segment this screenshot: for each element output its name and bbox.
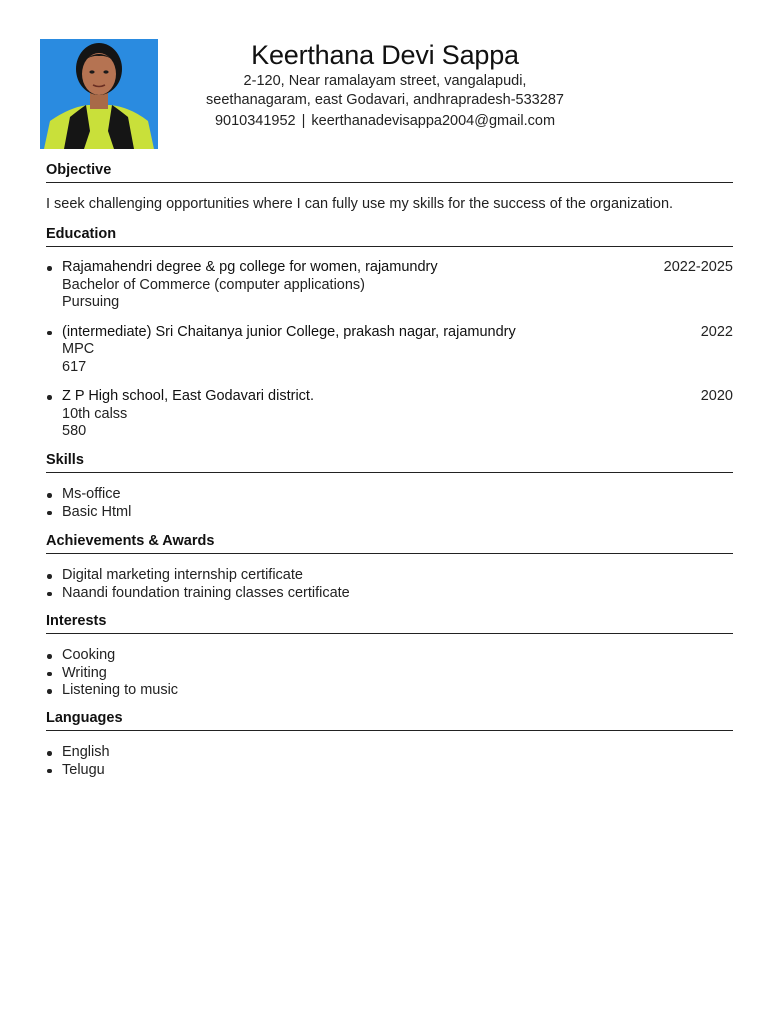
education-institution: Z P High school, East Godavari district. xyxy=(62,388,314,404)
education-status: Pursuing xyxy=(62,294,120,310)
section-title-achievements: Achievements & Awards xyxy=(46,532,733,554)
languages-list xyxy=(46,744,733,779)
education-detail: 10th calss xyxy=(62,405,128,422)
achievements-section xyxy=(46,532,733,602)
education-item xyxy=(46,259,733,312)
section-title-skills: Skills xyxy=(46,451,733,473)
objective-section xyxy=(46,161,733,214)
email-address: keerthanadevisappa2004@gmail.com xyxy=(311,113,556,129)
education-year: 2022 xyxy=(700,323,733,340)
education-item xyxy=(46,324,733,377)
language-item: Telugu xyxy=(46,762,733,780)
languages-section xyxy=(46,709,733,779)
portrait-image xyxy=(40,39,158,149)
section-title-languages: Languages xyxy=(46,709,733,731)
profile-photo xyxy=(40,39,158,149)
achievements-list xyxy=(46,567,733,602)
education-score: 617 xyxy=(62,358,87,375)
achievement-item: Naandi foundation training classes certificate xyxy=(46,585,733,603)
interests-list xyxy=(46,647,733,700)
interest-item: Cooking xyxy=(46,647,733,665)
interest-item: Listening to music xyxy=(46,682,733,700)
section-title-objective: Objective xyxy=(46,161,733,183)
interest-item: Writing xyxy=(46,665,733,683)
section-title-education: Education xyxy=(46,225,733,247)
skills-section xyxy=(46,451,733,521)
language-item: English xyxy=(46,744,733,762)
section-title-interests: Interests xyxy=(46,612,733,634)
education-detail: MPC xyxy=(62,341,95,357)
candidate-name: Keerthana Devi Sappa xyxy=(251,40,519,70)
contact-separator: | xyxy=(301,113,306,129)
education-section xyxy=(46,225,733,453)
address-line-1: 2-120, Near ramalayam street, vangalapudi, xyxy=(243,73,527,89)
education-detail: Bachelor of Commerce (computer applications) xyxy=(62,276,366,293)
achievement-item: Digital marketing internship certificate xyxy=(46,567,733,585)
education-institution: Rajamahendri degree & pg college for women, rajamundry xyxy=(62,259,438,275)
contact-line xyxy=(150,112,620,131)
phone-number: 9010341952 xyxy=(214,113,296,129)
education-score: 580 xyxy=(62,423,87,439)
skill-item: Ms-office xyxy=(46,486,733,504)
skill-item: Basic Html xyxy=(46,504,733,522)
objective-text: I seek challenging opportunities where I can fully use my skills for the success of the organization. xyxy=(46,196,674,212)
education-year: 2022-2025 xyxy=(663,259,733,275)
skills-list xyxy=(46,486,733,521)
address-line-2: seethanagaram, east Godavari, andhrapradesh-533287 xyxy=(206,92,564,108)
education-year: 2020 xyxy=(700,388,733,404)
education-item xyxy=(46,388,733,441)
interests-section xyxy=(46,612,733,700)
education-institution: (intermediate) Sri Chaitanya junior College, prakash nagar, rajamundry xyxy=(62,323,516,340)
resume-header xyxy=(150,38,620,131)
education-list xyxy=(46,259,733,441)
